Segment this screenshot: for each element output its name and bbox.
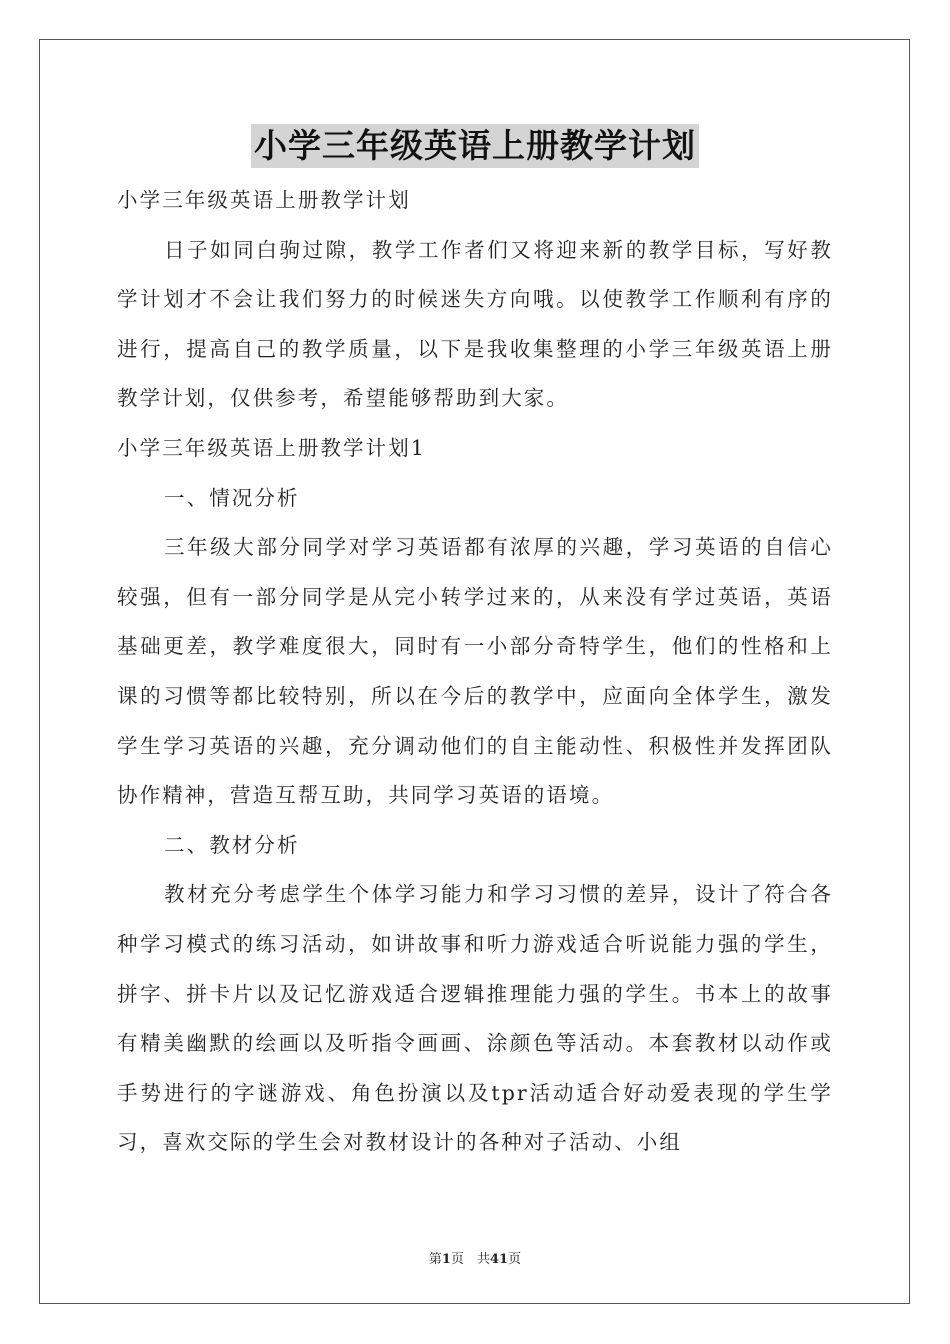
current-page-number: 1 <box>441 1252 451 1267</box>
document-body <box>117 176 833 1168</box>
document-title: 小学三年级英语上册教学计划 <box>251 124 699 168</box>
heading-textbook-analysis: 二、教材分析 <box>164 832 300 857</box>
page-footer <box>0 1248 950 1267</box>
paragraph-subtitle: 小学三年级英语上册教学计划 <box>117 188 411 212</box>
paragraph-situation-analysis: 三年级大部分同学对学习英语都有浓厚的兴趣，学习英语的自信心较强，但有一部分同学是从完小转学过来的，从来没有学过英语，英语基础更差，教学难度很大，同时有一小部分奇特学生，他们的性格和上课的习惯等都比较特别，所以在今后的教学中，应面向全体学生，激发学生学习英语的兴趣，充分调动他们的自主能动性、积极性并发挥团队协作精神，营造互帮互助，共同学习英语的语境。 <box>117 535 833 808</box>
heading-situation-analysis: 一、情况分析 <box>164 485 300 510</box>
section-heading: 小学三年级英语上册教学计划1 <box>117 435 426 460</box>
footer-mid: 页 共 <box>450 1252 490 1267</box>
footer-prefix: 第 <box>428 1252 442 1267</box>
footer-suffix: 页 <box>508 1252 522 1267</box>
paragraph-textbook-analysis: 教材充分考虑学生个体学习能力和学习习惯的差异，设计了符合各种学习模式的练习活动，如讲故事和听力游戏适合听说能力强的学生，拼字、拼卡片以及记忆游戏适合逻辑推理能力强的学生。书本上的故事有精美幽默的绘画以及听指令画画、涂颜色等活动。本套教材以动作或手势进行的字谜游戏、角色扮演以及tpr活动适合好动爱表现的学生学习，喜欢交际的学生会对教材设计的各种对子活动、小组 <box>117 882 833 1155</box>
title-wrap <box>0 124 950 168</box>
paragraph-intro: 日子如同白驹过隙，教学工作者们又将迎来新的教学目标，写好教学计划才不会让我们努力的时候迷失方向哦。以使教学工作顺利有序的进行，提高自己的教学质量，以下是我收集整理的小学三年级英语上册教学计划，仅供参考，希望能够帮助到大家。 <box>117 237 833 411</box>
total-page-number: 41 <box>489 1252 509 1267</box>
